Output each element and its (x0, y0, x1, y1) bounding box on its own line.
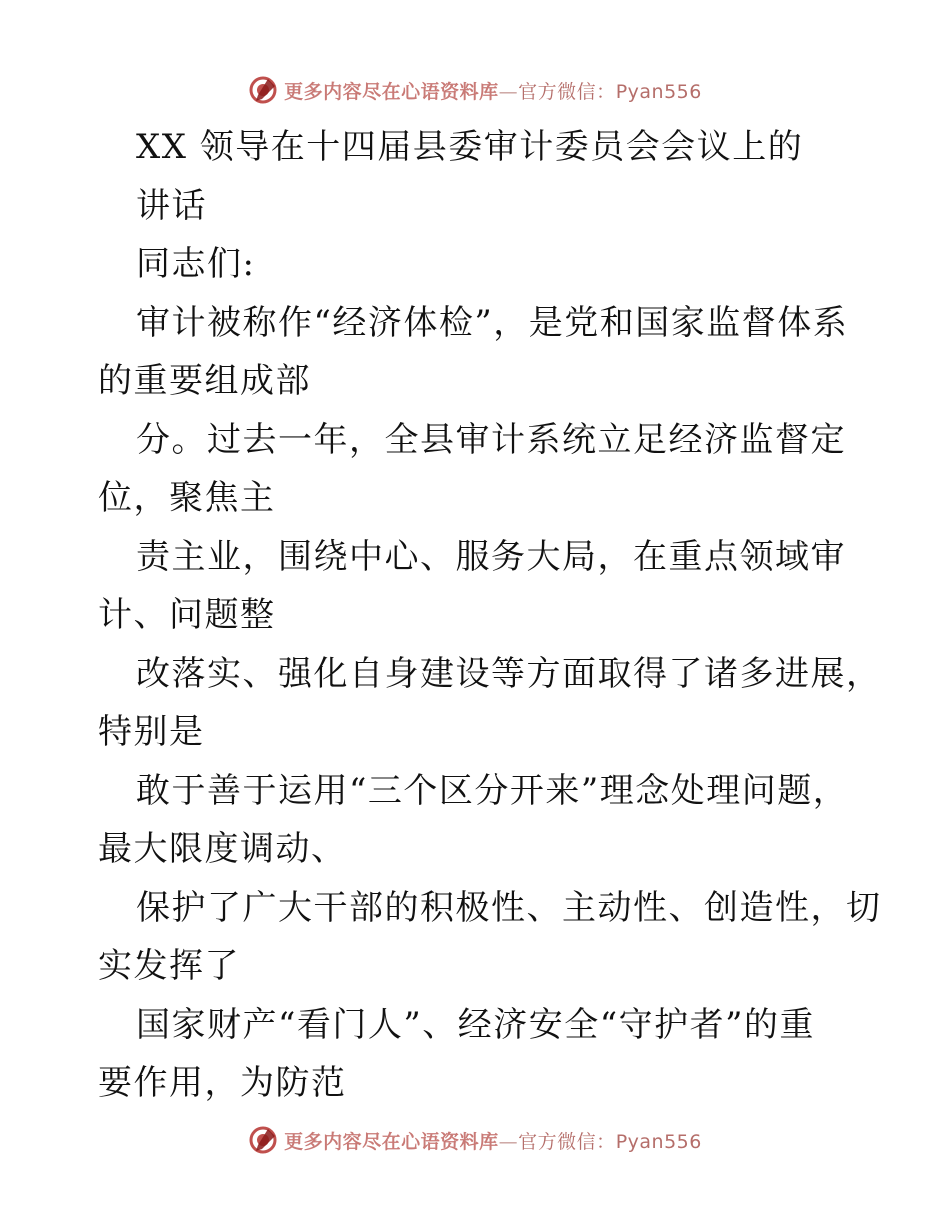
paragraph-line: 计、问题整 (98, 595, 276, 635)
paragraph-line: 特别是 (98, 712, 205, 752)
paragraph-line: 国家财产“看门人”、经济安全“守护者”的重 (136, 1004, 816, 1045)
red-pen-logo-icon (248, 1125, 278, 1155)
title-line-1: XX 领导在十四届县委审计委员会会议上的 (136, 127, 804, 167)
paragraph-line: 要作用，为防范 (98, 1063, 347, 1103)
salutation: 同志们: (136, 244, 256, 284)
paragraph-line: 改落实、强化自身建设等方面取得了诸多进展， (136, 653, 882, 694)
paragraph-line: 实发挥了 (98, 946, 240, 986)
paragraph-line: 保护了广大干部的积极性、主动性、创造性，切 (136, 887, 882, 928)
paragraph-line: 的重要组成部 (98, 361, 311, 401)
paragraph-line: 审计被称作“经济体检”，是党和国家监督体系 (136, 302, 849, 343)
red-pen-logo-icon (248, 75, 278, 105)
paragraph-line: 敢于善于运用“三个区分开来”理念处理问题， (136, 770, 849, 811)
title-line-2: 讲话 (136, 185, 207, 226)
header-banner (0, 70, 950, 110)
paragraph-line: 责主业，围绕中心、服务大局，在重点领域审 (136, 536, 846, 577)
footer-banner (0, 1120, 950, 1160)
document-body (98, 118, 882, 1113)
paragraph-line: 最大限度调动、 (98, 829, 347, 869)
banner-text: 更多内容尽在心语资料库—官方微信：Pyan556 (284, 80, 702, 103)
paragraph-line: 分。过去一年，全县审计系统立足经济监督定 (136, 419, 846, 460)
paragraph-line: 位，聚焦主 (98, 478, 276, 518)
banner-text: 更多内容尽在心语资料库—官方微信：Pyan556 (284, 1130, 702, 1153)
